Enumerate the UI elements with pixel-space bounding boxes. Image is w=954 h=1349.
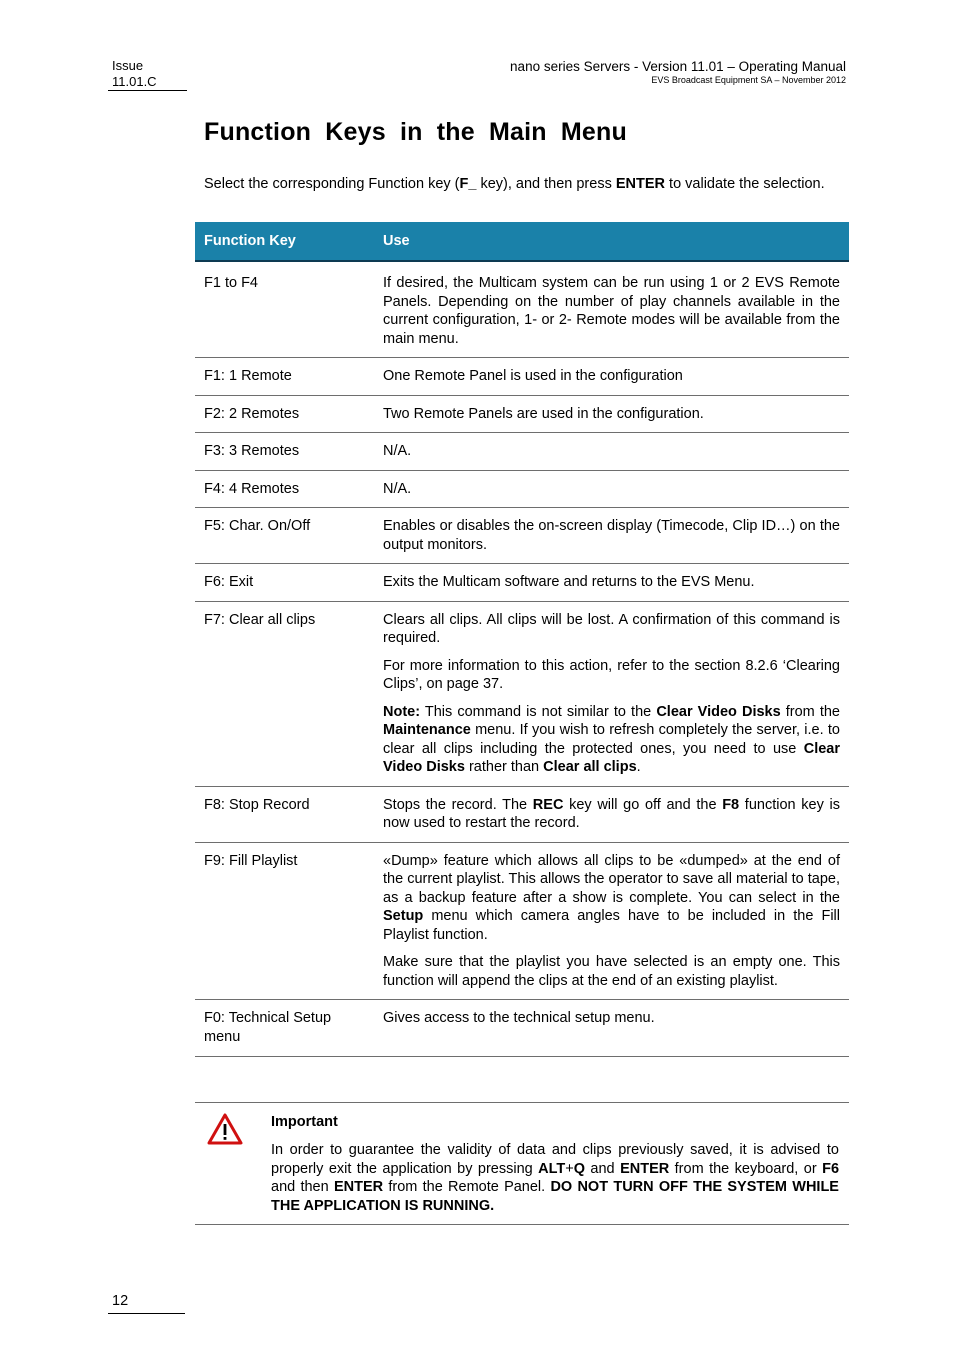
- important-bold: Q: [573, 1160, 585, 1177]
- note-text: menu. If you wish to refresh completely the server, i.e. to clear all clips including the protected ones, you need to use: [383, 722, 840, 757]
- note-text: from the: [780, 703, 840, 720]
- use-cell: Two Remote Panels are used in the configuration.: [374, 395, 849, 433]
- important-bold: F6: [822, 1160, 840, 1177]
- intro-text: key), and then press: [476, 176, 616, 192]
- use-bold: REC: [532, 796, 564, 813]
- note-label: Note:: [383, 703, 421, 720]
- intro-text: Select the corresponding Function key (: [204, 176, 460, 192]
- function-key-cell: F1 to F4: [195, 261, 374, 358]
- table-row: [195, 1000, 849, 1057]
- note-bold: Clear all clips: [543, 759, 637, 775]
- header-rule: [108, 90, 187, 91]
- intro-bold-fkey: F_: [459, 176, 477, 192]
- section-title: Function Keys in the Main Menu: [204, 118, 627, 146]
- important-body: and: [585, 1160, 621, 1177]
- use-paragraph: Clears all clips. All clips will be lost. A confirmation of this command is required.: [383, 611, 840, 646]
- note-bold: Clear Video Disks: [383, 740, 840, 775]
- note-paragraph: [383, 703, 840, 777]
- use-cell: Enables or disables the on-screen display (Timecode, Clip ID…) on the output monitors.: [374, 508, 849, 564]
- use-cell: Exits the Multicam software and returns to the EVS Menu.: [374, 564, 849, 602]
- important-body: and then: [271, 1179, 334, 1195]
- important-body: from the keyboard, or: [669, 1160, 823, 1177]
- important-bold: ENTER: [333, 1179, 384, 1195]
- use-text: function key is now used to restart the record.: [383, 796, 840, 831]
- page-number: 12: [112, 1293, 129, 1309]
- footer-rule: [108, 1313, 185, 1314]
- function-key-cell: F0: Technical Setup menu: [195, 1000, 374, 1057]
- function-key-cell: F5: Char. On/Off: [195, 508, 374, 564]
- use-cell: One Remote Panel is used in the configuration: [374, 358, 849, 396]
- issue-number: 11.01.C: [112, 74, 157, 89]
- table-header-row: [195, 222, 849, 261]
- function-key-cell: F1: 1 Remote: [195, 358, 374, 396]
- document-info: [510, 58, 846, 86]
- important-text: [271, 1141, 839, 1215]
- table-row: [195, 395, 849, 433]
- use-bold: F8: [722, 796, 740, 813]
- note-bold: Maintenance: [383, 722, 471, 738]
- document-subtitle: EVS Broadcast Equipment SA – November 2012: [651, 75, 846, 85]
- intro-text: to validate the selection.: [665, 176, 825, 192]
- column-header-function-key: Function Key: [195, 222, 374, 261]
- column-header-use: Use: [374, 222, 849, 261]
- use-text: «Dump» feature which allows all clips to be «dumped» at the end of the current playlist. This allows the operator to save all material to tape, as a backup feature after a show is complete. You can select in the: [383, 852, 840, 906]
- important-body: +: [565, 1160, 574, 1177]
- issue-block: [112, 58, 157, 90]
- document-title: nano series Servers - Version 11.01 – Operating Manual: [510, 59, 846, 74]
- intro-paragraph: [204, 175, 840, 194]
- important-callout: [195, 1102, 849, 1225]
- use-paragraph: For more information to this action, refer to the section 8.2.6 ‘Clearing Clips’, on page 37.: [383, 657, 840, 692]
- function-key-cell: F6: Exit: [195, 564, 374, 602]
- important-bold: ALT: [538, 1160, 566, 1177]
- note-text: rather than: [464, 759, 544, 775]
- function-key-cell: F2: 2 Remotes: [195, 395, 374, 433]
- function-key-cell: F8: Stop Record: [195, 786, 374, 842]
- use-cell: If desired, the Multicam system can be run using 1 or 2 EVS Remote Panels. Depending on the number of play channels available in the current configuration, 1- or 2- Remote modes will be available from the main menu.: [374, 261, 849, 358]
- use-cell: [374, 601, 849, 786]
- table-row: [195, 358, 849, 396]
- note-text: This command is not similar to the: [420, 703, 657, 720]
- issue-label: Issue: [112, 58, 144, 73]
- function-key-cell: F9: Fill Playlist: [195, 842, 374, 1000]
- important-warning-caps: DO NOT TURN OFF THE SYSTEM WHILE THE APPLICATION IS RUNNING.: [271, 1179, 839, 1214]
- table-row: [195, 470, 849, 508]
- table-row: [195, 842, 849, 1000]
- important-bold: ENTER: [620, 1160, 670, 1177]
- use-cell: [374, 786, 849, 842]
- table-row: [195, 433, 849, 471]
- use-cell: Gives access to the technical setup menu.: [374, 1000, 849, 1057]
- table-row: [195, 261, 849, 358]
- table-row: [195, 601, 849, 786]
- use-text: Stops the record. The: [383, 796, 533, 813]
- function-keys-table: [195, 222, 849, 1057]
- use-paragraph: Make sure that the playlist you have selected is an empty one. This function will append the clips at the end of an existing playlist.: [383, 954, 840, 989]
- use-paragraph: [383, 852, 840, 945]
- use-text: menu which camera angles have to be included in the Fill Playlist function.: [383, 908, 840, 943]
- use-text: key will go off and the: [563, 796, 723, 813]
- table-row: [195, 786, 849, 842]
- function-key-cell: F3: 3 Remotes: [195, 433, 374, 471]
- intro-bold-enter: ENTER: [615, 176, 666, 192]
- table-row: [195, 564, 849, 602]
- use-bold: Setup: [383, 908, 424, 924]
- important-body: from the Remote Panel.: [383, 1179, 551, 1195]
- warning-triangle-icon: [207, 1113, 243, 1150]
- use-cell: N/A.: [374, 433, 849, 471]
- important-body: In order to guarantee the validity of data and clips previously saved, it is advised to properly exit the application by pressing: [271, 1142, 839, 1177]
- use-cell: N/A.: [374, 470, 849, 508]
- note-text: .: [636, 759, 641, 775]
- function-key-cell: F4: 4 Remotes: [195, 470, 374, 508]
- use-cell: [374, 842, 849, 1000]
- function-key-cell: F7: Clear all clips: [195, 601, 374, 786]
- important-title: Important: [271, 1114, 338, 1130]
- note-bold: Clear Video Disks: [656, 703, 781, 720]
- table-row: [195, 508, 849, 564]
